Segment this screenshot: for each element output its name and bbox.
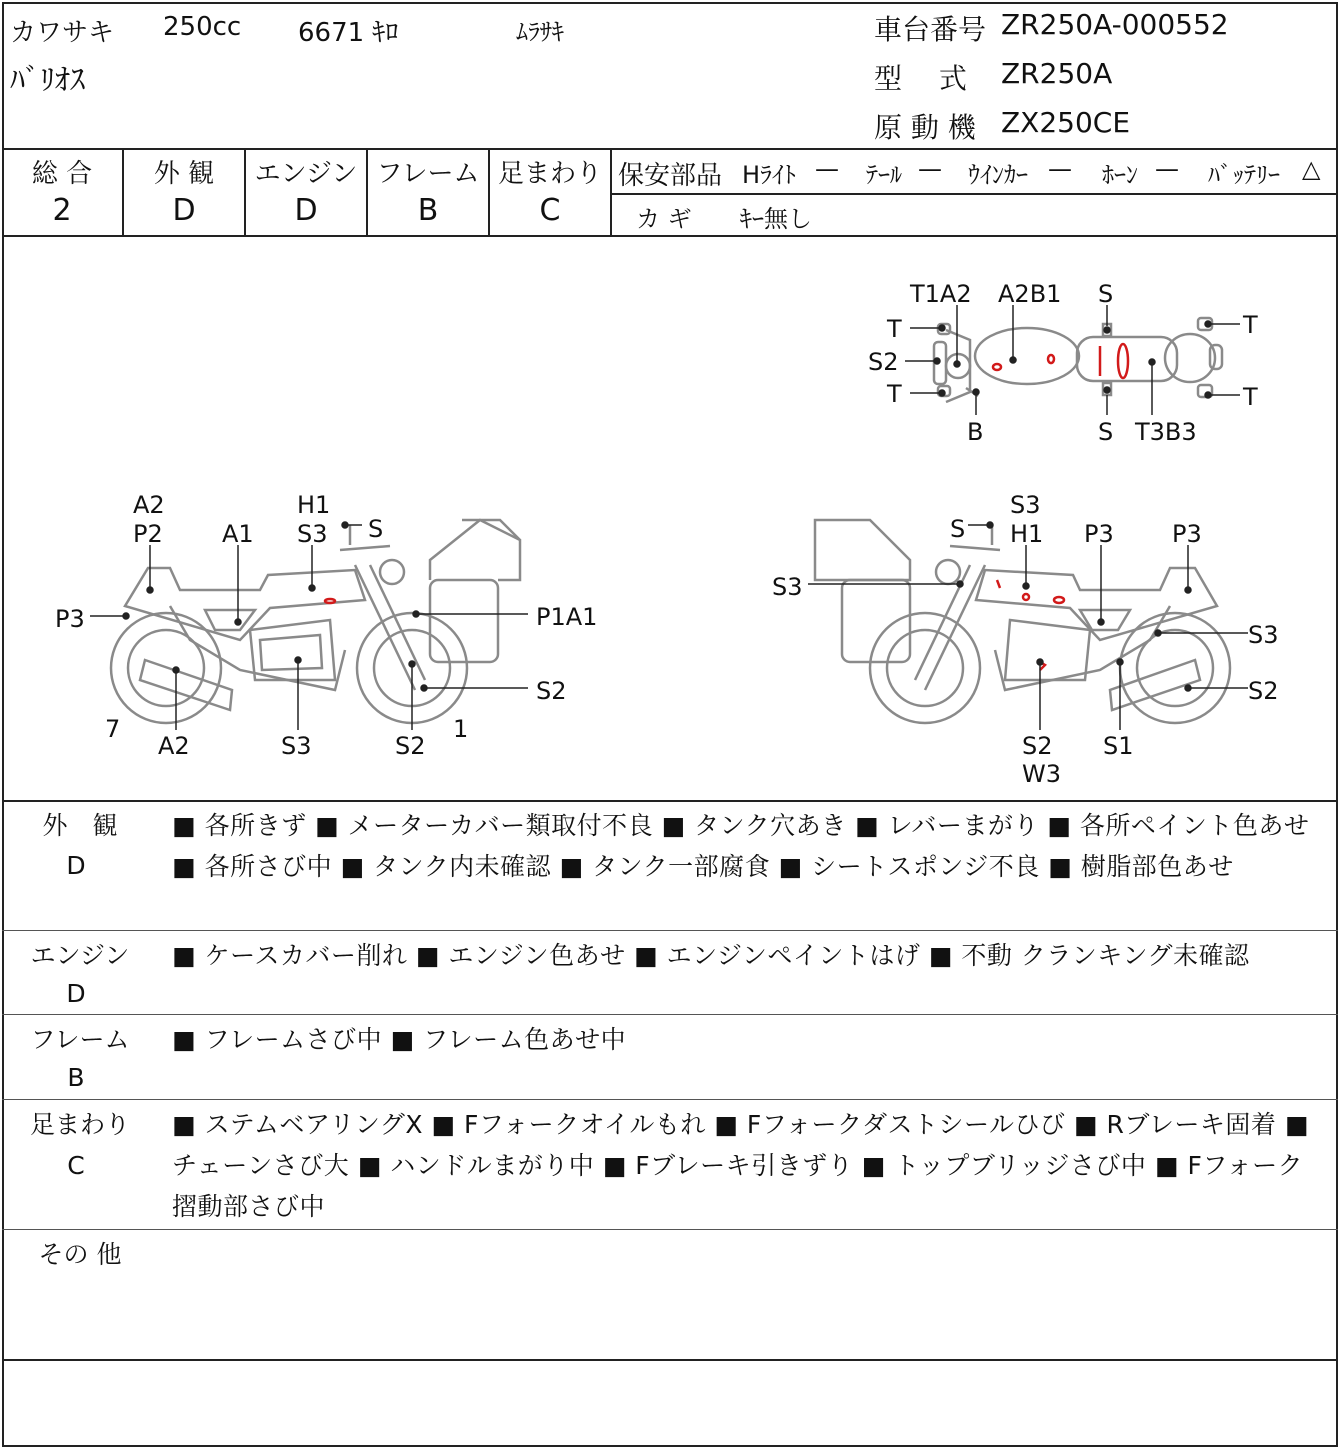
grade-engine-label: エンジン xyxy=(254,159,358,189)
remark-text-suspension: ■ ステムベアリングX ■ Fフォークオイルもれ ■ Fフォークダストシールひび ■ Rブレーキ固着 ■ チェーンさび大 ■ ハンドルまがり中 ■ Fブレーキ引きずり ■ トップブリッジさび中 ■ Fフォーク摺動部さび中 xyxy=(172,1110,1309,1221)
grade-exterior-label: 外 観 xyxy=(153,159,215,189)
diag-label: S3 xyxy=(281,732,312,760)
diag-label: S3 xyxy=(1010,491,1041,519)
right-side-view-motorcycle xyxy=(815,520,1230,723)
mileage: 6671 ｷﾛ xyxy=(298,18,399,48)
diag-label: P3 xyxy=(1172,520,1202,548)
diag-label: T xyxy=(1243,311,1258,339)
diag-label: A2 xyxy=(158,732,190,760)
diag-label: P2 xyxy=(133,520,163,548)
diag-label: A1 xyxy=(222,520,254,548)
diag-label: S2 xyxy=(1022,732,1053,760)
grade-frame-value: B xyxy=(417,193,439,228)
remark-section-exterior: 外 観 xyxy=(42,811,118,840)
remark-text-engine: ■ ケースカバー削れ ■ エンジン色あせ ■ エンジンペイントはげ ■ 不動 クランキング未確認 xyxy=(172,941,1250,970)
diag-label: T1A2 xyxy=(910,280,972,308)
diag-label: T3B3 xyxy=(1135,418,1197,446)
remark-grade-frame: B xyxy=(67,1063,85,1092)
safety-item-winker: ｳｲﾝｶｰ xyxy=(968,161,1028,189)
diag-label: S xyxy=(368,515,384,543)
grade-exterior-value: D xyxy=(172,193,196,228)
diag-label: P1A1 xyxy=(536,603,598,631)
safety-item-headlight: Hﾗｲﾄ xyxy=(742,161,797,189)
diag-label: P3 xyxy=(1084,520,1114,548)
key-value: ｷｰ無し xyxy=(740,205,812,233)
safety-item-tail-mark: — xyxy=(918,155,942,183)
diag-label: S xyxy=(1098,280,1114,308)
divider xyxy=(2,1229,1338,1230)
safety-item-horn: ﾎｰﾝ xyxy=(1102,161,1138,189)
key-label: カ ギ xyxy=(636,205,692,233)
engine-value: ZX250CE xyxy=(1001,106,1131,139)
grade-suspension-label: 足まわり xyxy=(497,159,602,189)
diag-label: A2B1 xyxy=(998,280,1062,308)
diag-label: T xyxy=(1243,383,1258,411)
diag-label: S2 xyxy=(536,677,567,705)
remark-section-engine: エンジン xyxy=(30,941,130,970)
safety-item-headlight-mark: — xyxy=(815,155,839,183)
remark-grade-exterior: D xyxy=(66,851,86,880)
remark-text-exterior: ■ 各所きず ■ メーターカバー類取付不良 ■ タンク穴あき ■ レバーまがり ■ 各所ペイント色あせ ■ 各所さび中 ■ タンク内未確認 ■ タンク一部腐食 ■ シートスポンジ不良 ■ 樹脂部色あせ xyxy=(172,811,1310,881)
maker: カワサキ xyxy=(10,18,115,48)
diag-label: S xyxy=(950,515,966,543)
diag-label: W3 xyxy=(1022,760,1061,788)
chassis-number: ZR250A-000552 xyxy=(1001,8,1229,41)
divider xyxy=(2,800,1338,802)
diag-label: S3 xyxy=(772,573,803,601)
remark-section-other: その 他 xyxy=(38,1240,122,1269)
divider xyxy=(2,1359,1338,1361)
diag-label: S2 xyxy=(868,348,899,376)
diag-label: S3 xyxy=(297,520,328,548)
grade-engine-value: D xyxy=(294,193,318,228)
grade-total-value: 2 xyxy=(52,193,72,228)
safety-item-horn-mark: — xyxy=(1155,155,1179,183)
diag-label: H1 xyxy=(1010,520,1044,548)
diag-label: S3 xyxy=(1248,621,1279,649)
divider xyxy=(2,1099,1338,1100)
type-value: ZR250A xyxy=(1001,57,1113,90)
diag-label: 7 xyxy=(105,715,121,743)
grade-frame-label: フレーム xyxy=(376,159,480,189)
divider xyxy=(2,930,1338,931)
diag-label: T xyxy=(887,380,902,408)
displacement: 250cc xyxy=(163,12,242,42)
grade-suspension-value: C xyxy=(539,193,561,228)
model-name: ﾊﾞﾘｵｽ xyxy=(10,63,85,98)
remark-section-frame: フレーム xyxy=(30,1025,130,1054)
diag-label: P3 xyxy=(55,605,85,633)
left-side-view-motorcycle xyxy=(111,520,520,723)
damage-marks xyxy=(325,344,1128,670)
safety-item-battery: ﾊﾞｯﾃﾘｰ xyxy=(1208,161,1280,189)
chassis-label: 車台番号 xyxy=(874,13,987,46)
safety-parts-label: 保安部品 xyxy=(618,161,723,191)
safety-item-tail: ﾃｰﾙ xyxy=(866,161,902,189)
diag-label: T xyxy=(887,315,902,343)
diag-label: S xyxy=(1098,418,1114,446)
remark-text-frame: ■ フレームさび中 ■ フレーム色あせ中 xyxy=(172,1025,627,1054)
diag-label: S2 xyxy=(395,732,426,760)
diag-label: S2 xyxy=(1248,677,1279,705)
body-color: ﾑﾗｻｷ xyxy=(516,18,564,46)
grade-total-label: 総 合 xyxy=(31,159,93,189)
safety-item-winker-mark: — xyxy=(1048,155,1072,183)
remark-grade-suspension: C xyxy=(67,1151,85,1180)
diag-label: H1 xyxy=(297,491,331,519)
diag-label: 1 xyxy=(453,715,469,743)
engine-label: 原 動 機 xyxy=(874,111,976,144)
remark-section-suspension: 足まわり xyxy=(30,1110,131,1139)
remark-grade-engine: D xyxy=(66,979,86,1008)
safety-item-battery-mark: △ xyxy=(1302,155,1321,183)
divider xyxy=(2,1014,1338,1015)
diag-label: B xyxy=(967,418,984,446)
type-label: 型 式 xyxy=(874,62,967,95)
diag-label: S1 xyxy=(1103,732,1134,760)
diag-label: A2 xyxy=(133,491,165,519)
